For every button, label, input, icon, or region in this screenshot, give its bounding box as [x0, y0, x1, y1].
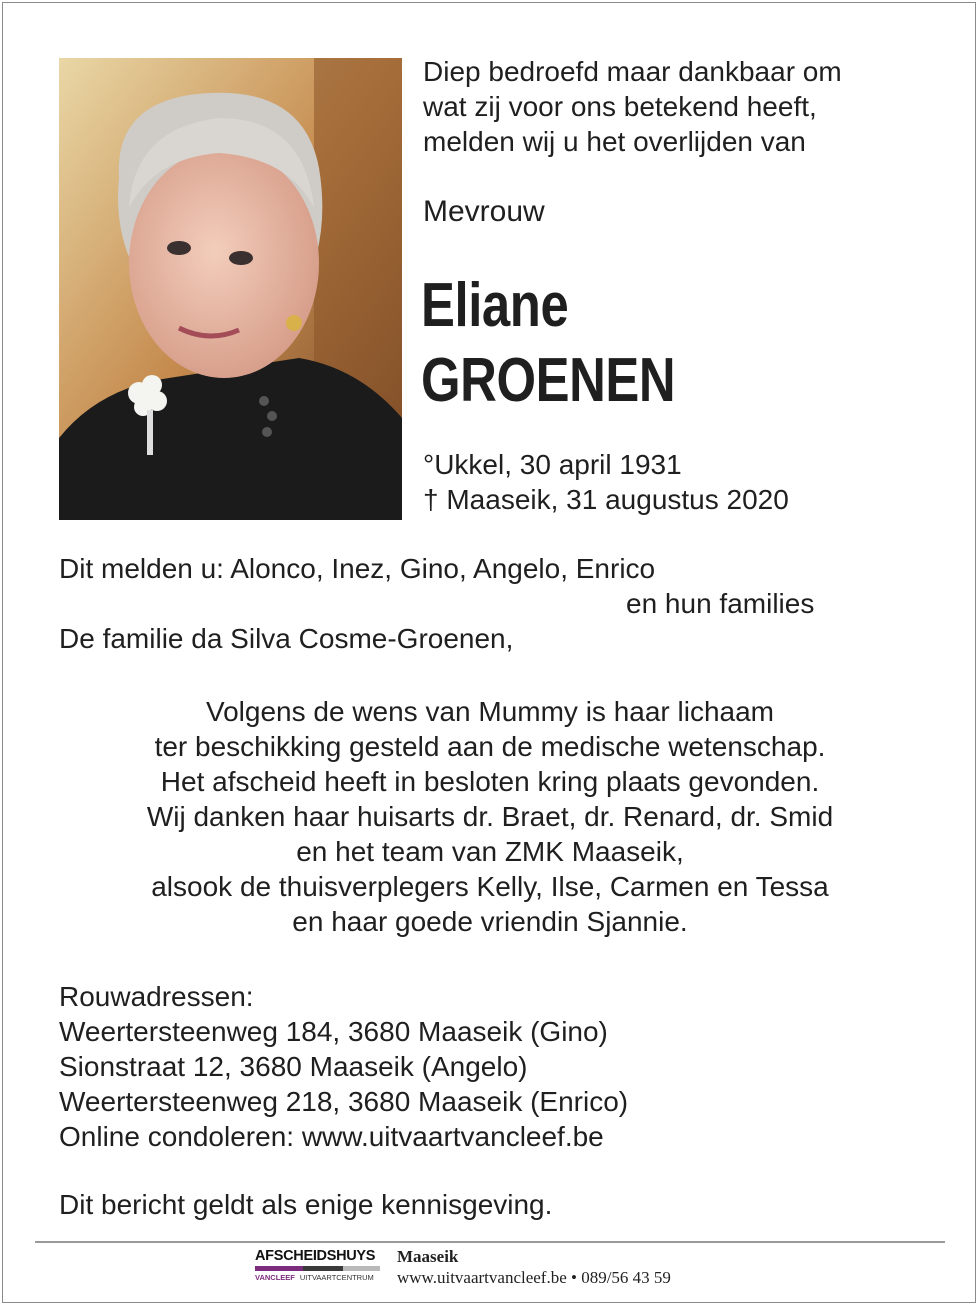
logo-main-text: AFSCHEIDSHUYS — [255, 1248, 376, 1264]
logo-subtitle — [255, 1273, 380, 1283]
logo-bar-dark — [303, 1266, 343, 1271]
funeral-home-logo — [255, 1248, 380, 1283]
footer-website-phone: www.uitvaartvancleef.be • 089/56 43 59 — [397, 1268, 671, 1287]
salutation: Mevrouw — [423, 195, 545, 228]
intro-text: Diep bedroefd maar dankbaar om wat zij voor ons betekend heeft, melden wij u het overlijden van — [423, 56, 842, 157]
message-line: Wij danken haar huisarts dr. Braet, dr. Renard, dr. Smid — [146, 801, 834, 832]
deceased-first-name: Eliane — [421, 271, 569, 340]
announcers-line: Dit melden u: Alonco, Inez, Gino, Angelo, Enrico — [59, 553, 656, 584]
addresses-heading: Rouwadressen: — [59, 981, 254, 1012]
message-line: en haar goede vriendin Sjannie. — [292, 906, 688, 937]
logo-sub-right: UITVAARTCENTRUM — [299, 1273, 374, 1282]
message-line: alsook de thuisverplegers Kelly, Ilse, Carmen en Tessa — [151, 871, 829, 902]
death-date: † Maaseik, 31 augustus 2020 — [423, 484, 789, 515]
address-line: Sionstraat 12, 3680 Maaseik (Angelo) — [59, 1051, 528, 1082]
logo-sub-left: VANCLEEF — [255, 1273, 295, 1282]
footer-contact — [397, 1247, 671, 1289]
logo-bar-light — [343, 1266, 380, 1271]
message-line: Het afscheid heeft in besloten kring plaats gevonden. — [160, 766, 820, 797]
logo-bar-accent — [255, 1266, 303, 1271]
message-line: en het team van ZMK Maaseik, — [296, 836, 684, 867]
address-line: Weertersteenweg 218, 3680 Maaseik (Enrico) — [59, 1086, 629, 1117]
mourning-addresses — [59, 979, 628, 1154]
deceased-last-name: GROENEN — [421, 346, 676, 415]
footer-divider — [35, 1241, 945, 1243]
address-line: Weertersteenweg 184, 3680 Maaseik (Gino) — [59, 1016, 608, 1047]
announcers-line: De familie da Silva Cosme-Groenen, — [59, 623, 514, 654]
announcers-line: en hun families — [626, 588, 815, 619]
message-line: ter beschikking gesteld aan de medische wetenschap. — [154, 731, 826, 762]
announcers-block — [59, 551, 849, 656]
logo-color-bar — [255, 1266, 380, 1271]
message-line: Volgens de wens van Mummy is haar lichaam — [205, 696, 775, 727]
portrait-photo — [59, 58, 402, 520]
footer-town: Maaseik — [397, 1247, 459, 1266]
message-block — [59, 694, 921, 939]
online-condolence-line: Online condoleren: www.uitvaartvancleef.be — [59, 1121, 604, 1152]
life-dates — [423, 447, 789, 517]
birth-date: °Ukkel, 30 april 1931 — [423, 449, 682, 480]
closing-notice: Dit bericht geldt als enige kennisgeving. — [59, 1189, 553, 1220]
